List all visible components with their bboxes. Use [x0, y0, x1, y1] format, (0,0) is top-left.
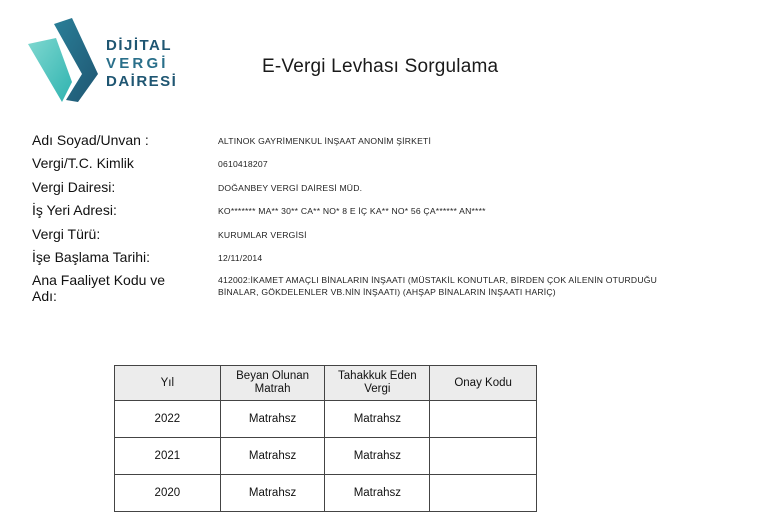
- cell-accrued-tax: Matrahsz: [325, 438, 430, 475]
- header-declared-base-line2: Matrah: [254, 383, 291, 395]
- table-row: [115, 438, 537, 475]
- header-accrued-tax-line1: Tahakkuk Eden: [338, 370, 417, 382]
- info-label: İşe Başlama Tarihi:: [32, 248, 151, 265]
- table-header-row: [115, 366, 537, 401]
- logo-line-dairesi: DAİRESİ: [106, 73, 178, 90]
- info-value: ALTINOK GAYRİMENKUL İNŞAAT ANONİM ŞİRKETİ: [218, 136, 432, 146]
- header-year: Yıl: [115, 366, 221, 401]
- info-value: KO******* MA** 30** CA** NO* 8 E İÇ KA** NO* 56 ÇA****** AN****: [218, 206, 486, 217]
- info-label: Adı Soyad/Unvan :: [32, 132, 149, 148]
- cell-approval-code: [430, 475, 537, 512]
- info-value: 0610418207: [218, 159, 268, 170]
- header-accrued-tax-line2: Vergi: [364, 383, 391, 395]
- info-label: Vergi/T.C. Kimlik: [32, 155, 134, 172]
- cell-declared-base: Matrahsz: [220, 401, 325, 438]
- info-value: 412002:İKAMET AMAÇLI BİNALARIN İNŞAATI (MÜSTAKİL KONUTLAR, BİRDEN ÇOK AİLENİN OTURDUĞU BİNALAR, GÖKDELENLER VB.NİN İNŞAATI) (AHŞAP BİNALARIN İNŞAATI HARİÇ): [218, 275, 658, 298]
- logo-line-dijital: DİJİTAL: [106, 37, 173, 54]
- table-row: [115, 401, 537, 438]
- cell-declared-base: Matrahsz: [220, 438, 325, 475]
- cell-year: 2022: [115, 401, 221, 438]
- cell-accrued-tax: Matrahsz: [325, 401, 430, 438]
- info-label: Ana Faaliyet Kodu ve Adı:: [32, 272, 166, 305]
- info-row-start-date: [32, 249, 732, 272]
- info-value: KURUMLAR VERGİSİ: [218, 229, 307, 240]
- declaration-table: [114, 365, 537, 512]
- info-label: İş Yeri Adresi:: [32, 202, 117, 219]
- info-value: DOĞANBEY VERGİ DAİRESİ MÜD.: [218, 182, 363, 193]
- cell-declared-base: Matrahsz: [220, 475, 325, 512]
- info-row-activity-code: [32, 272, 732, 312]
- info-row-tax-id: [32, 155, 732, 178]
- page-title: E-Vergi Levhası Sorgulama: [262, 56, 499, 77]
- cell-accrued-tax: Matrahsz: [325, 475, 430, 512]
- logo-v-mark-icon: [26, 18, 104, 104]
- info-value: 12/11/2014: [218, 252, 263, 263]
- header-accrued-tax: [325, 366, 430, 401]
- header-declared-base: [220, 366, 325, 401]
- info-label: Vergi Dairesi:: [32, 178, 116, 195]
- logo-line-vergi: VERGİ: [106, 55, 169, 72]
- cell-approval-code: [430, 438, 537, 475]
- taxpayer-info: [32, 132, 732, 312]
- info-row-address: [32, 202, 732, 225]
- info-row-tax-type: [32, 226, 732, 249]
- header-approval-code: Onay Kodu: [430, 366, 537, 401]
- cell-year: 2021: [115, 438, 221, 475]
- info-row-name: [32, 132, 732, 155]
- dijital-vergi-dairesi-logo: [26, 18, 186, 104]
- logo-wordmark: [106, 37, 177, 91]
- cell-year: 2020: [115, 475, 221, 512]
- info-row-tax-office: [32, 179, 732, 202]
- info-label: Vergi Türü:: [32, 225, 101, 242]
- cell-approval-code: [430, 401, 537, 438]
- header-declared-base-line1: Beyan Olunan: [236, 370, 310, 382]
- table-row: [115, 475, 537, 512]
